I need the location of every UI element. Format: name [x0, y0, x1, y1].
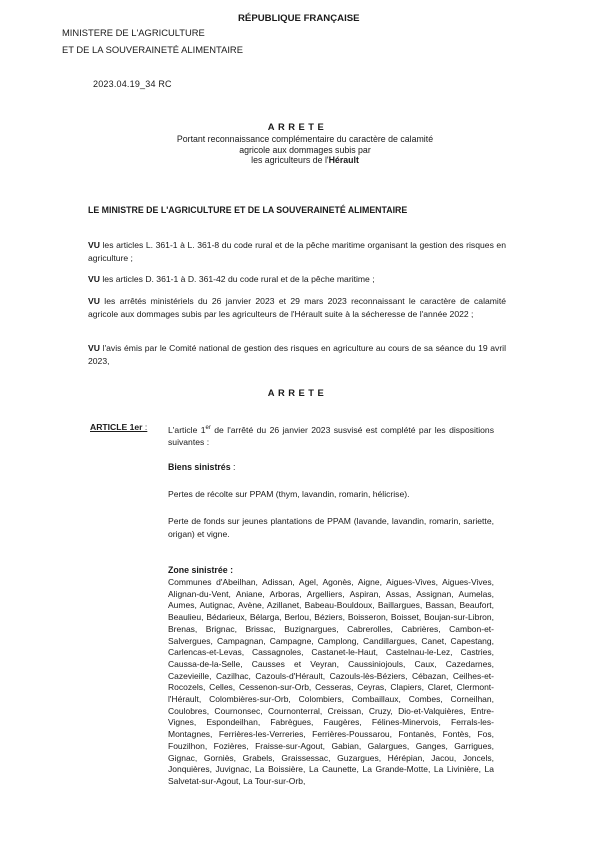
visa-2	[88, 273, 506, 286]
arrete-heading: ARRETE	[267, 387, 328, 398]
visa-3	[88, 295, 506, 320]
department-name: Hérault	[328, 155, 359, 165]
minister-heading: LE MINISTRE DE L'AGRICULTURE ET DE LA SOUVERAINETÉ ALIMENTAIRE	[88, 205, 408, 215]
subtitle-line-3	[140, 155, 470, 166]
visa-prefix: VU	[88, 274, 100, 284]
visa-4	[88, 342, 506, 367]
article-label-suffix: :	[142, 422, 148, 432]
visa-prefix: VU	[88, 296, 100, 306]
biens-item-1: Pertes de récolte sur PPAM (thym, lavandin, romarin, hélicrise).	[168, 489, 410, 499]
arrete-subtitle	[140, 134, 470, 166]
biens-heading-suffix: :	[230, 462, 236, 472]
republic-header: RÉPUBLIQUE FRANÇAISE	[238, 13, 360, 24]
article-text-2: de l'arrêté du 26 janvier 2023 susvisé est complété par les dispositions suivantes :	[168, 424, 495, 447]
article-sup: er	[205, 425, 211, 431]
subtitle-line-1: Portant reconnaissance complémentaire du caractère de calamité	[176, 134, 434, 144]
visa-text: les articles D. 361-1 à D. 361-42 du code rural et de la pêche maritime ;	[99, 274, 375, 284]
subtitle-line-3-prefix: les agriculteurs de l'	[251, 155, 329, 165]
article-label	[90, 422, 147, 432]
visa-prefix: VU	[88, 240, 100, 250]
ministry-line-2: ET DE LA SOUVERAINETÉ ALIMENTAIRE	[62, 44, 243, 55]
biens-heading	[168, 462, 235, 472]
article-label-text: ARTICLE 1er	[90, 422, 143, 432]
visa-1	[88, 239, 506, 264]
ministry-block	[62, 24, 243, 58]
biens-heading-text: Biens sinistrés	[168, 462, 231, 472]
article-text-1: L'article 1	[168, 424, 206, 435]
ministry-line-1: MINISTERE DE L'AGRICULTURE	[62, 27, 205, 38]
visa-text: l'avis émis par le Comité national de gestion des risques en agriculture au cours de sa séance du 19 avril 2023,	[88, 343, 506, 366]
zone-heading: Zone sinistrée :	[168, 565, 234, 575]
visa-prefix: VU	[88, 343, 100, 353]
subtitle-line-2: agricole aux dommages subis par	[239, 144, 371, 155]
reference-number: 2023.04.19_34 RC	[93, 79, 172, 89]
arrete-title: ARRETE	[267, 121, 328, 132]
communes-list: Communes d'Abeilhan, Adissan, Agel, Agonès, Aigne, Aigues-Vives, Aigues-Vives, Alignan-du-Vent, Aniane, Arboras, Argelliers, Aspiran, Assas, Assignan, Aumelas, Aumes, Autignac, Avène, Azillanet, Babeau-Bouldoux, Baillargues, Bassan, Beaufort, Beaulieu, Bédarieux, Bélarga, Berlou, Béziers, Boisseron, Boisset, Boujan-sur-Libron, Brenas, Brignac, Brissac, Buzignargues, Cabrerolles, Cabrières, Cambon-et-Salvergues, Campagnan, Campagne, Camplong, Candillargues, Canet, Capestang, Carlencas-et-Levas, Cassagnoles, Castanet-le-Haut, Castelnau-le-Lez, Castries, Caussa-de-la-Selle, Causses et Veyran, Caussiniojouls, Caux, Cazedarnes, Cazevieille, Cazilhac, Cazouls-d'Hérault, Cazouls-lès-Béziers, Cébazan, Ceilhes-et-Rocozels, Celles, Cessenon-sur-Orb, Cesseras, Ceyras, Clapiers, Claret, Clermont-l'Hérault, Colombières-sur-Orb, Colombiers, Combaillaux, Combes, Corneilhan, Coulobres, Cournonsec, Cournonterral, Creissan, Cruzy, Dio-et-Valquières, Entre-Vignes, Espondeilhan, Fabrègues, Faugères, Félines-Minervois, Ferrals-les-Montagnes, Ferrières-les-Verreries, Ferrières-Poussarou, Fontanès, Fontès, Fos, Fouzilhon, Fozières, Fraisse-sur-Agout, Gabian, Galargues, Ganges, Garrigues, Gignac, Gorniès, Grabels, Graissessac, Guzargues, Hérépian, Jacou, Joncels, Jonquières, Juvignac, La Boissière, La Caunette, La Grande-Motte, La Livinière, La Salvetat-sur-Agout, La Tour-sur-Orb,	[168, 577, 494, 786]
biens-item-2: Perte de fonds sur jeunes plantations de PPAM (lavande, lavandin, romarin, sariette, origan) et vigne.	[168, 516, 494, 539]
visa-text: les articles L. 361-1 à L. 361-8 du code rural et de la pêche maritime organisant la gestion des risques en agriculture ;	[88, 240, 506, 263]
article-body	[168, 422, 494, 448]
visa-text: les arrêtés ministériels du 26 janvier 2023 et 29 mars 2023 reconnaissant le caractère de calamité agricole aux dommages subis par les agriculteurs de l'Hérault suite à la sécheresse de l'année 2022 ;	[88, 296, 506, 319]
